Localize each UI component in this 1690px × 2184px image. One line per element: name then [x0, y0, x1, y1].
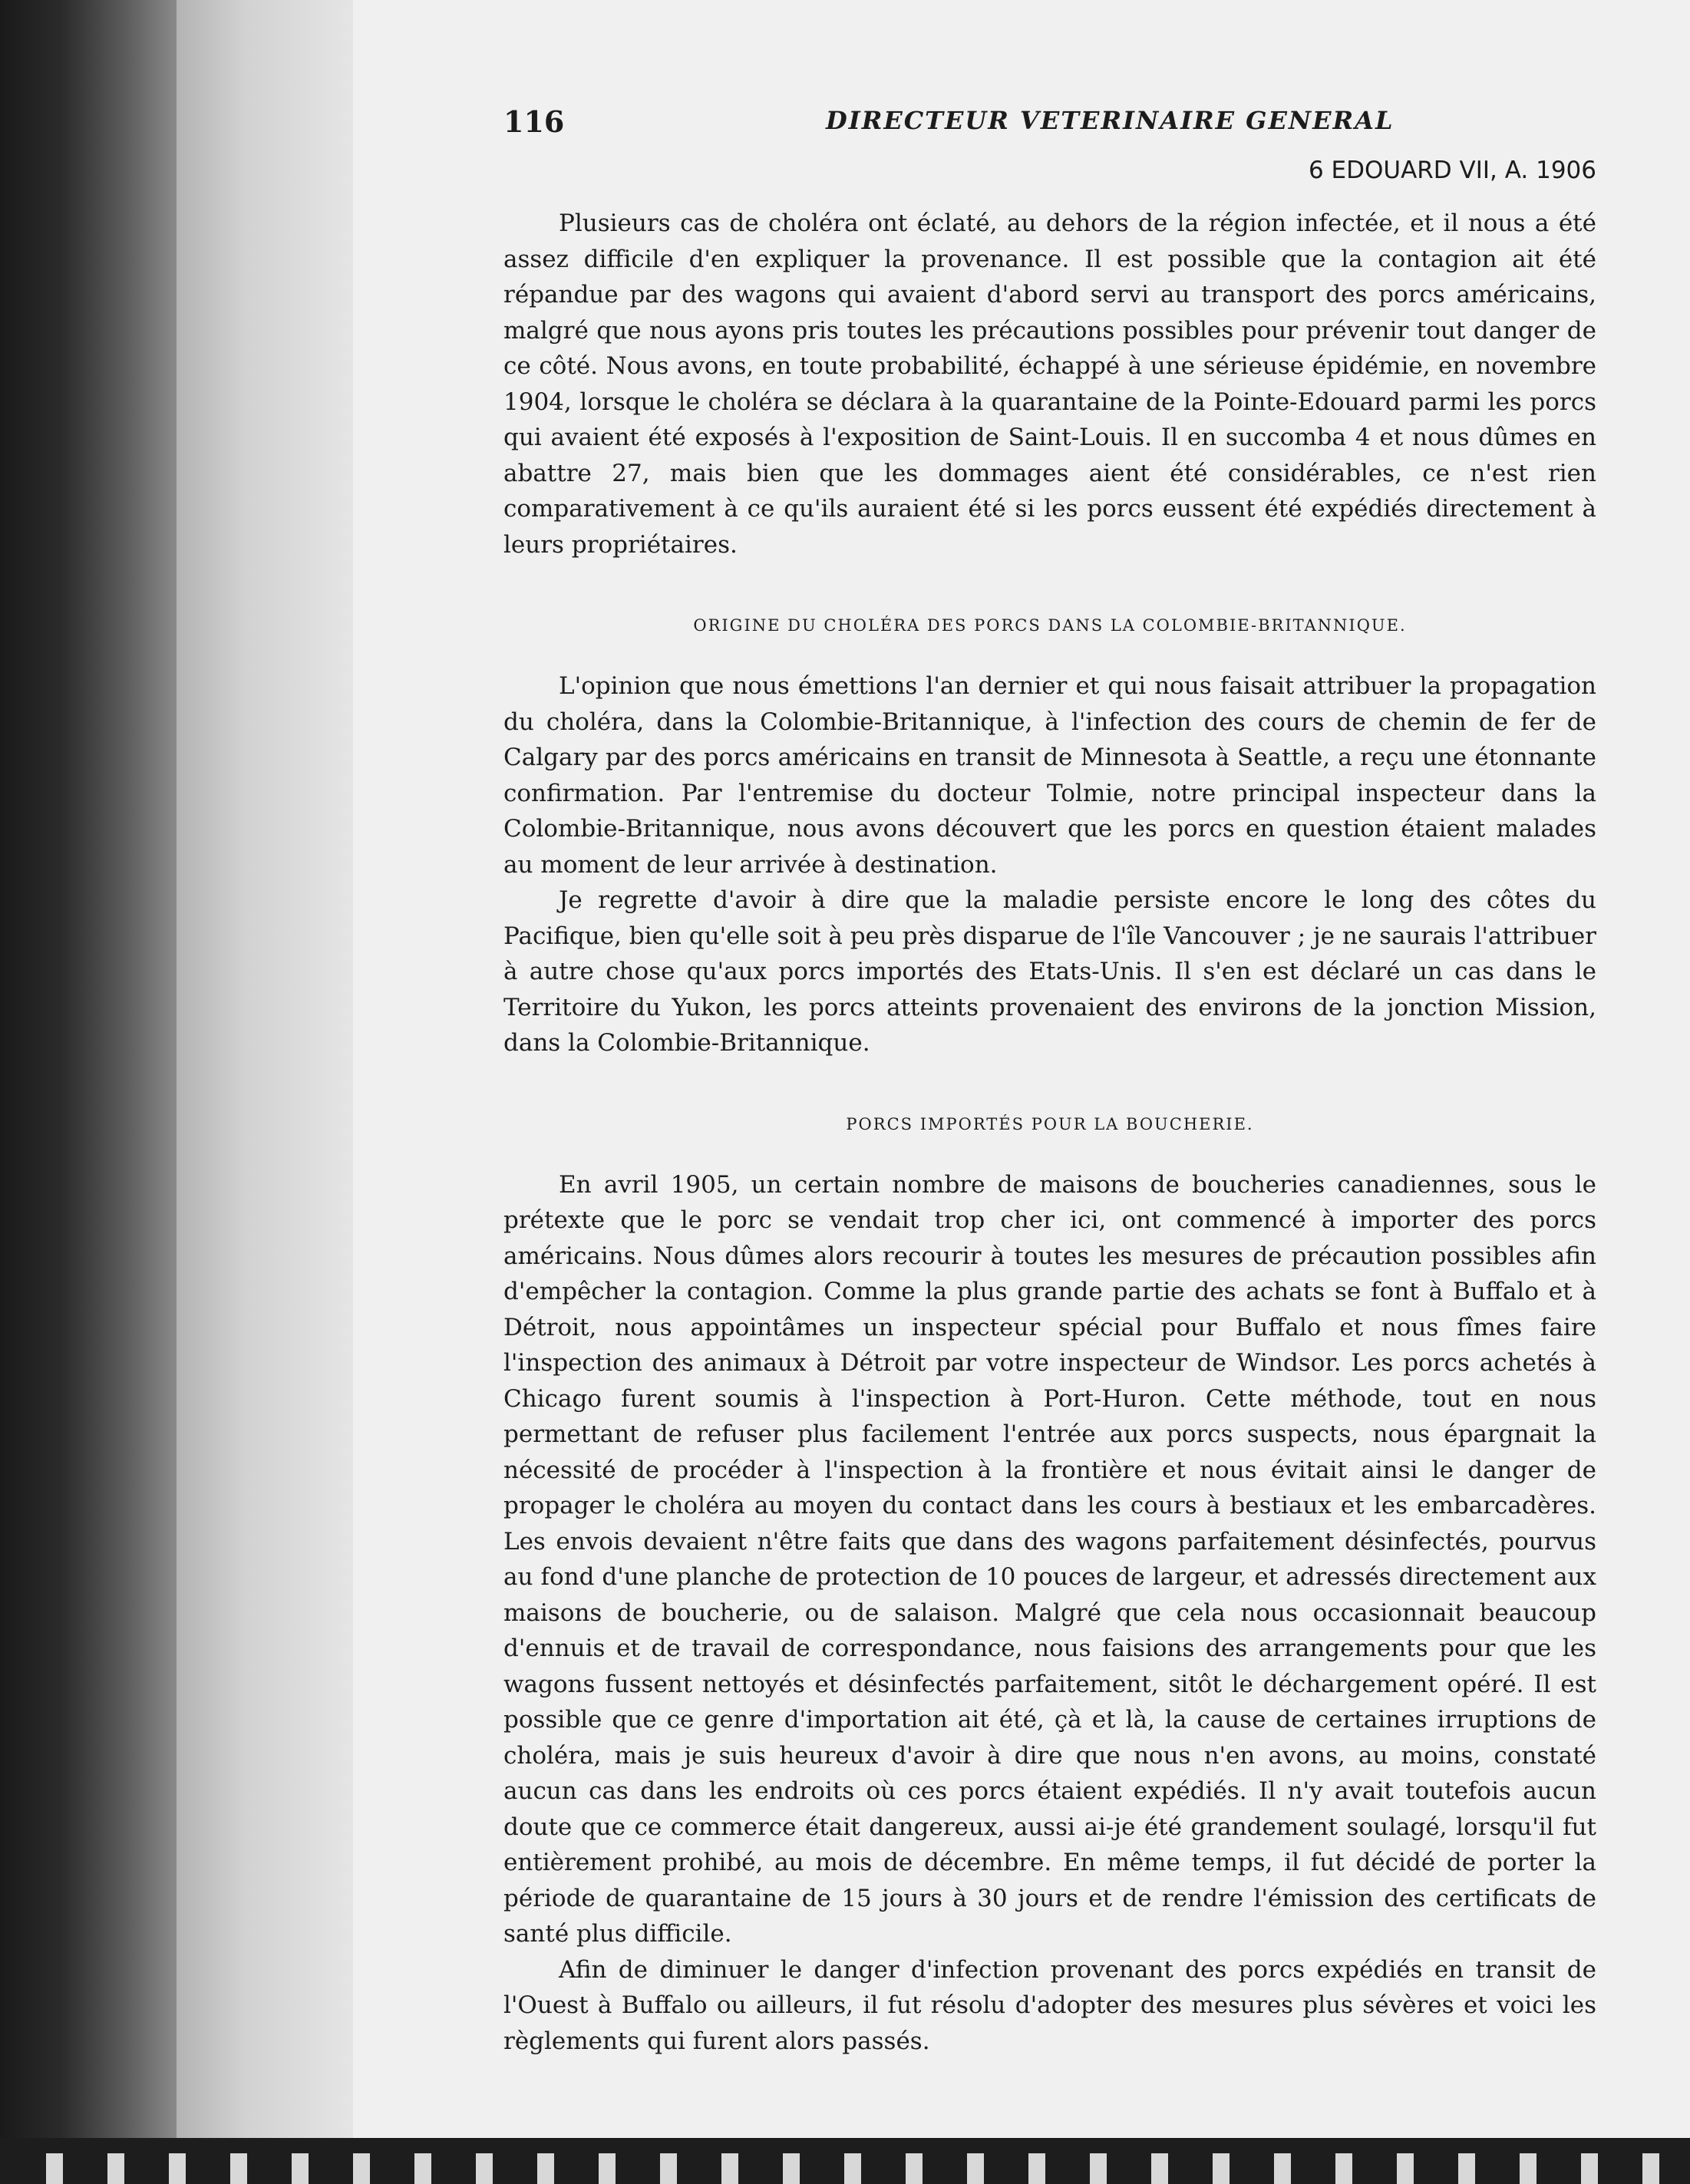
section-porcs-importes — [503, 1115, 1596, 2060]
section-heading: ORIGINE DU CHOLÉRA DES PORCS DANS LA COLOMBIE-BRITANNIQUE. — [693, 616, 1407, 635]
running-header — [503, 92, 1596, 146]
section-origine — [503, 616, 1596, 1061]
text-column — [503, 92, 1596, 2059]
film-border — [0, 2138, 1690, 2184]
binding-gutter — [0, 0, 177, 2184]
paragraph: Je regrette d'avoir à dire que la maladie persiste encore le long des côtes du Pacifique, bien qu'elle soit à peu près disparue de l'île Vancouver ; je ne saurais l'attribuer à autre chose qu'aux porcs importés des Etats-Unis. Il s'en est déclaré un cas dans le Territoire du Yukon, les porcs atteints provenaient des environs de la jonction Mission, dans la Colombie-Britannique. — [503, 886, 1596, 1057]
paragraph: En avril 1905, un certain nombre de maisons de boucheries canadiennes, sous le prétexte que le porc se vendait trop cher ici, ont commencé à importer des porcs américains. Nous dûmes alors recourir à toutes les mesures de précaution possibles afin d'empêcher la contagion. Comme la plus grande partie des achats se font à Buffalo et à Détroit, nous appointâmes un inspecteur spécial pour Buffalo et nous fîmes faire l'inspection des animaux à Détroit par votre inspecteur de Windsor. Les porcs achetés à Chicago furent soumis à l'inspection à Port-Huron. Cette méthode, tout en nous permettant de refuser plus facilement l'entrée aux porcs suspects, nous épargnait la nécessité de procéder à l'inspection à la frontière et nous évitait ainsi le danger de propager le choléra au moyen du contact dans les cours à bestiaux et les embarcadères. Les envois devaient n'être faits que dans des wagons parfaitement désinfectés, pourvus au fond d'une planche de protection de 10 pouces de largeur, et adressés directement aux maisons de boucherie, ou de salaison. Malgré que cela nous occasionnait beaucoup d'ennuis et de travail de correspondance, nous faisions des arrangements pour que les wagons fussent nettoyés et désinfectés parfaitement, sitôt le déchargement opéré. Il est possible que ce genre d'importation ait été, çà et là, la cause de certaines irruptions de choléra, mais je suis heureux d'avoir à dire que nous n'en avons, au moins, constaté aucun cas dans les endroits où ces porcs étaient expédiés. Il n'y avait toutefois aucun doute que ce commerce était dangereux, aussi ai-je été grandement soulagé, lorsqu'il fut entièrement prohibé, au mois de décembre. En même temps, il fut décidé de porter la période de quarantaine de 15 jours à 30 jours et de rendre l'émission des certificats de santé plus difficile. — [503, 1170, 1596, 1948]
section-intro — [503, 206, 1596, 562]
session-line: 6 EDOUARD VII, A. 1906 — [1308, 157, 1596, 184]
paragraph: L'opinion que nous émettions l'an dernier et qui nous faisait attribuer la propagation du choléra, dans la Colombie-Britannique, à l'infection des cours de chemin de fer de Calgary par des porcs américains en transit de Minnesota à Seattle, a reçu une étonnante confirmation. Par l'entremise du docteur Tolmie, notre principal inspecteur dans la Colombie-Britannique, nous avons découvert que les porcs en question étaient malades au moment de leur arrivée à destination. — [503, 672, 1596, 879]
gutter-shadow — [177, 0, 353, 2184]
page-sheet — [353, 0, 1690, 2138]
paragraph: Plusieurs cas de choléra ont éclaté, au dehors de la région infectée, et il nous a été assez difficile d'en expliquer la provenance. Il est possible que la contagion ait été répandue par des wagons qui avaient d'abord servi au transport des porcs américains, malgré que nous ayons pris toutes les précautions possibles pour prévenir tout danger de ce côté. Nous avons, en toute probabilité, échappé à une sérieuse épidémie, en novembre 1904, lorsque le choléra se déclara à la quarantaine de la Pointe-Edouard parmi les porcs qui avaient été exposés à l'exposition de Saint-Louis. Il en succomba 4 et nous dûmes en abattre 27, mais bien que les dommages aient été considérables, ce n'est rien comparativement à ce qu'ils auraient été si les porcs eussent été expédiés directement à leurs propriétaires. — [503, 209, 1596, 559]
running-title: DIRECTEUR VETERINAIRE GENERAL — [826, 106, 1395, 135]
page-number: 116 — [503, 104, 565, 139]
section-heading: PORCS IMPORTÉS POUR LA BOUCHERIE. — [846, 1114, 1254, 1133]
paragraph: Afin de diminuer le danger d'infection provenant des porcs expédiés en transit de l'Ouest à Buffalo ou ailleurs, il fut résolu d'adopter des mesures plus sévères et voici les règlements qui furent alors passés. — [503, 1955, 1596, 2055]
